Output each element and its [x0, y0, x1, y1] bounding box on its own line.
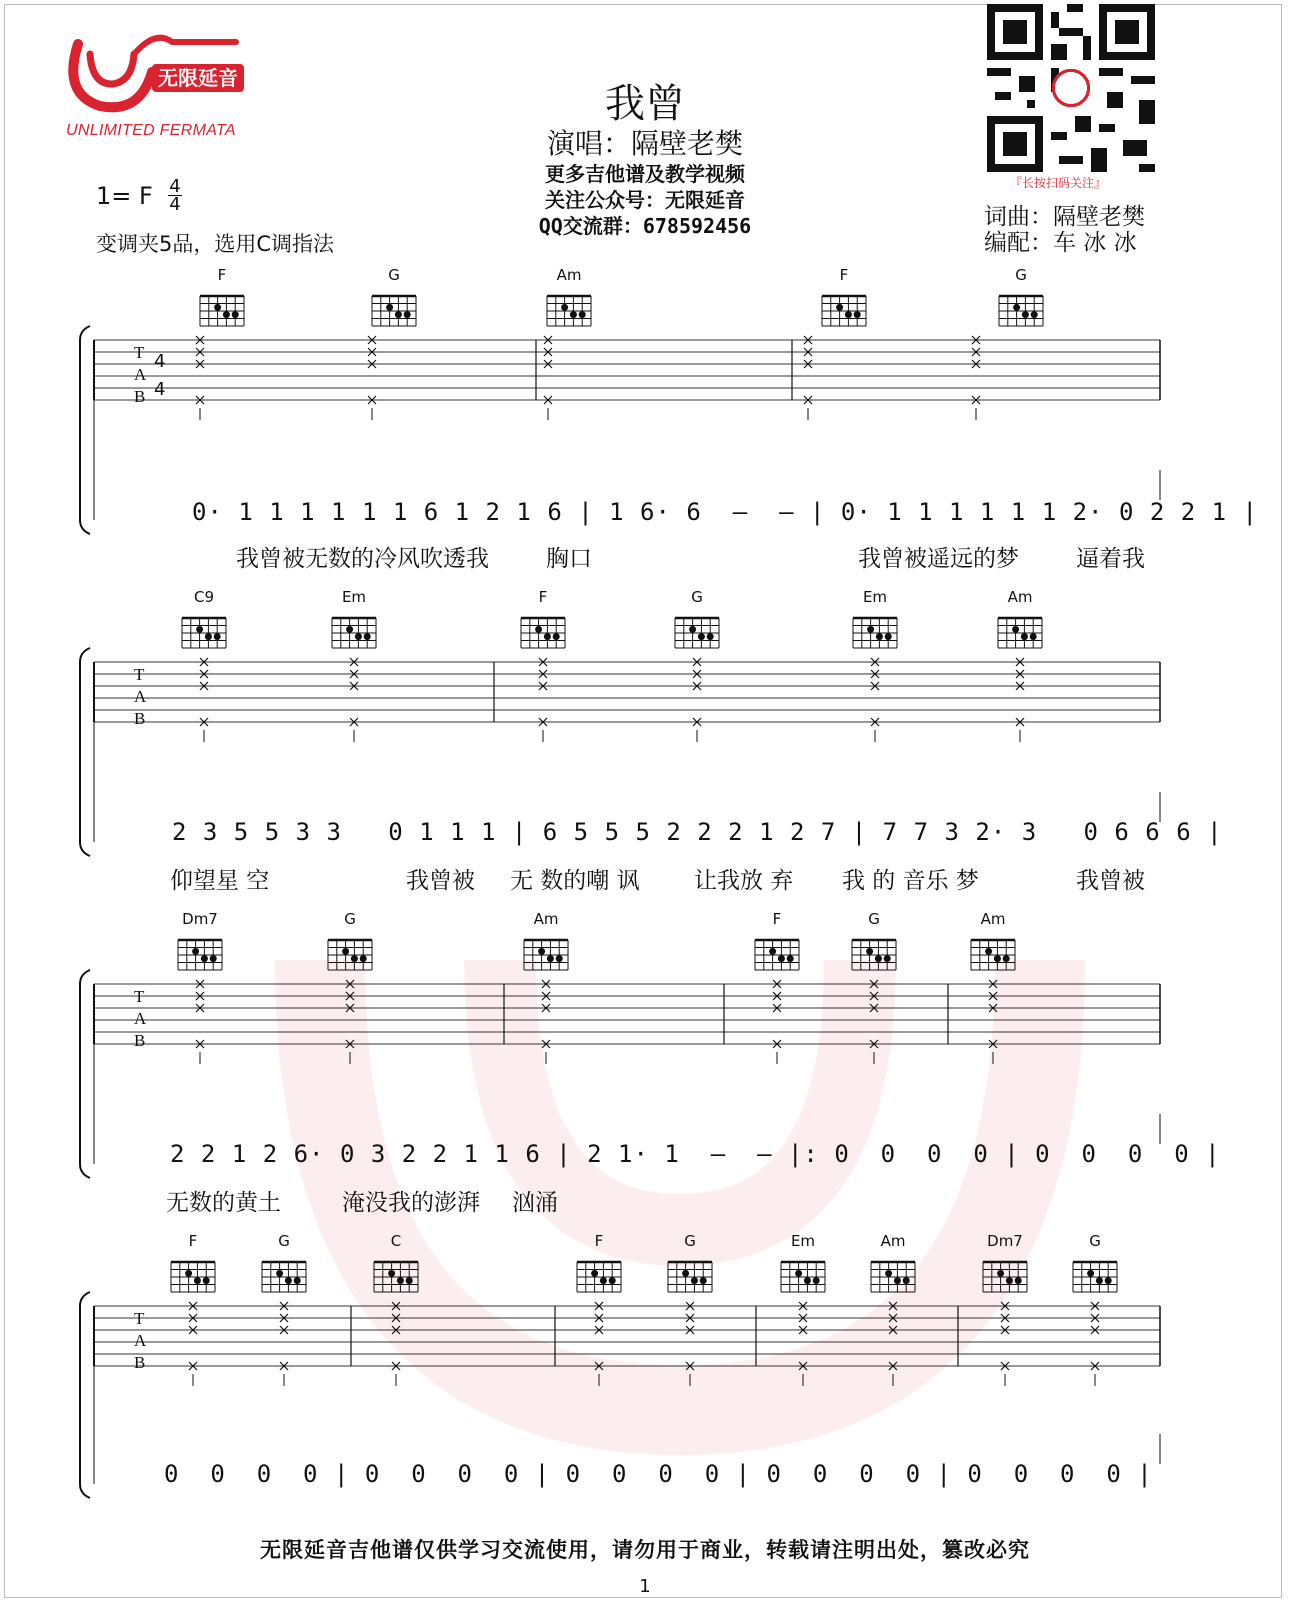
lyric-line: 胸口 — [546, 546, 592, 572]
system-bracket — [80, 1292, 90, 1498]
chord-diagram-dot — [579, 311, 586, 318]
lyric-line: 让我放 弃 — [694, 868, 794, 894]
lyric-line: 我曾被 — [406, 868, 475, 894]
lyric-line: 逼着我 — [1076, 546, 1145, 572]
jianpu-system-2: 2 3 5 5 3 3 0 1 1 1 | 6 5 5 5 2 2 2 1 2 7 | 7 7 3 2· 3 0 6 6 6 | — [172, 818, 1223, 846]
chord-diagram-dot — [698, 633, 705, 640]
chord-name: F — [772, 910, 782, 928]
chord-diagram-dot — [1105, 1277, 1112, 1284]
time-signature: 4 4 — [169, 176, 181, 215]
chord-name: Am — [880, 1232, 906, 1250]
chord-diagram-dot — [388, 1270, 395, 1277]
chord-name: Am — [556, 266, 582, 284]
chord-diagram-dot — [591, 1270, 598, 1277]
capo-instruction: 变调夹5品，选用C调指法 — [96, 232, 335, 256]
chord-diagram-dot — [903, 1277, 910, 1284]
chord-diagram-dot — [700, 1277, 707, 1284]
chord-diagram-dot — [364, 633, 371, 640]
chord-name: G — [684, 1232, 696, 1250]
chord-diagram-dot — [1003, 955, 1010, 962]
chord-diagram-dot — [1030, 633, 1037, 640]
chord-name: Am — [533, 910, 559, 928]
chord-diagram-dot — [351, 955, 358, 962]
chord-diagram-dot — [285, 1277, 292, 1284]
chord-diagram-dot — [1006, 1277, 1013, 1284]
chord-diagram-dot — [813, 1277, 820, 1284]
promo-line-3: QQ交流群：678592456 — [538, 214, 752, 238]
chord-diagram-dot — [223, 311, 230, 318]
chord-diagram-dot — [854, 311, 861, 318]
chord-name: Em — [862, 588, 888, 606]
chord-name: Dm7 — [987, 1232, 1023, 1250]
system-bracket — [80, 326, 90, 534]
chord-name: Am — [1007, 588, 1033, 606]
chord-name: F — [217, 266, 227, 284]
lyric-line: 无 数的嘲 讽 — [510, 868, 640, 894]
singer-line: 演唱：隔壁老樊 — [546, 127, 743, 160]
chord-name: Am — [980, 910, 1006, 928]
system-bracket — [80, 970, 90, 1178]
chord-diagram-dot — [1012, 626, 1019, 633]
chord-diagram-dot — [894, 1277, 901, 1284]
chord-diagram-dot — [985, 948, 992, 955]
chord-name: Em — [341, 588, 367, 606]
chord-diagram-dot — [185, 1270, 192, 1277]
chord-diagram-dot — [196, 626, 203, 633]
brand-name-en: UNLIMITED FERMATA — [66, 122, 236, 139]
chord-diagram-dot — [609, 1277, 616, 1284]
chord-diagram-dot — [214, 304, 221, 311]
chord-diagram-dot — [205, 633, 212, 640]
chord-diagram-dot — [210, 955, 217, 962]
jianpu-system-1: 0· 1 1 1 1 1 1 6 1 2 1 6 | 1 6· 6 — — | 0· 1 1 1 1 1 1 2· 0 2 2 1 | — [192, 498, 1258, 526]
chord-diagram-dot — [885, 633, 892, 640]
chord-diagram-dot — [395, 311, 402, 318]
chord-name: C9 — [193, 588, 215, 606]
tab-clef: T A B — [134, 343, 147, 406]
lyric-line: 我曾被无数的冷风吹透我 — [236, 546, 489, 572]
chord-diagram-dot — [885, 1270, 892, 1277]
chord-diagram-dot — [997, 1270, 1004, 1277]
promo-line-2: 关注公众号：无限延音 — [545, 188, 745, 212]
key-signature: 1= F — [96, 182, 153, 210]
chord-diagram-dot — [795, 1270, 802, 1277]
chord-diagram-dot — [203, 1277, 210, 1284]
chord-diagram-dot — [845, 311, 852, 318]
chord-name: F — [538, 588, 548, 606]
chord-diagram-dot — [294, 1277, 301, 1284]
arranger: 编配：车 冰 冰 — [984, 230, 1137, 256]
chord-diagram-dot — [1087, 1270, 1094, 1277]
chord-diagram-dot — [201, 955, 208, 962]
lyric-line: 仰望星 空 — [170, 868, 270, 894]
chord-diagram-dot — [1031, 311, 1038, 318]
chord-names-system-1 — [198, 266, 1198, 286]
chord-diagram-dot — [876, 633, 883, 640]
chord-diagram-dot — [867, 626, 874, 633]
tab-clef: T A B — [134, 987, 147, 1050]
chord-diagram-dot — [778, 955, 785, 962]
tab-time-signature: 4 4 — [154, 351, 166, 400]
lyric-line: 无数的黄土 — [166, 1190, 281, 1216]
chord-diagram-dot — [232, 311, 239, 318]
chord-diagram-dot — [535, 626, 542, 633]
chord-diagram-dot — [994, 955, 1001, 962]
chord-diagram-dot — [600, 1277, 607, 1284]
chord-diagram-dot — [1013, 304, 1020, 311]
chord-diagram-dot — [556, 955, 563, 962]
lyric-line: 我曾被遥远的梦 — [858, 546, 1019, 572]
chord-names-system-3 — [0, 910, 1290, 930]
chord-diagram-dot — [355, 633, 362, 640]
chord-name: Dm7 — [182, 910, 218, 928]
chord-name: G — [344, 910, 356, 928]
lyric-line: 汹涌 — [512, 1190, 558, 1216]
song-title: 我曾 — [605, 81, 685, 127]
chord-diagram-dot — [192, 948, 199, 955]
chord-name: G — [1015, 266, 1027, 284]
chord-diagram-dot — [342, 948, 349, 955]
tab-clef: T A B — [134, 1309, 147, 1372]
system-bracket — [80, 648, 90, 856]
lyric-line: 我 的 音乐 梦 — [842, 868, 979, 894]
chord-diagram-dot — [553, 633, 560, 640]
chord-name: F — [188, 1232, 198, 1250]
chord-name: G — [868, 910, 880, 928]
chord-diagram-dot — [561, 304, 568, 311]
chord-name: G — [691, 588, 703, 606]
chord-diagram-dot — [707, 633, 714, 640]
chord-name: F — [839, 266, 849, 284]
chord-name: G — [388, 266, 400, 284]
svg-text:无限延音: 无限延音 — [158, 66, 238, 90]
copyright-footer: 无限延音吉他谱仅供学习交流使用，请勿用于商业，转载请注明出处，篡改必究 — [260, 1538, 1030, 1562]
lyricist-composer: 词曲：隔壁老樊 — [984, 204, 1145, 230]
chord-diagram-dot — [787, 955, 794, 962]
chord-names-system-4 — [0, 1232, 1290, 1252]
chord-diagram-dot — [570, 311, 577, 318]
lyric-line: 我曾被 — [1076, 868, 1145, 894]
chord-name: G — [1089, 1232, 1101, 1250]
jianpu-system-3: 2 2 1 2 6· 0 3 2 2 1 1 6 | 2 1· 1 — — |: 0 0 0 0 | 0 0 0 0 | — [170, 1140, 1221, 1168]
chord-diagram-dot — [360, 955, 367, 962]
tab-clef: T A B — [134, 665, 147, 728]
jianpu-system-4: 0 0 0 0 | 0 0 0 0 | 0 0 0 0 | 0 0 0 0 | 0 0 0 0 | — [164, 1460, 1153, 1488]
chord-name: Em — [790, 1232, 816, 1250]
chord-diagram-dot — [397, 1277, 404, 1284]
page-number: 1 — [639, 1576, 651, 1597]
chord-diagram-dot — [276, 1270, 283, 1277]
chord-diagram-dot — [538, 948, 545, 955]
chord-diagram-dot — [386, 304, 393, 311]
chord-diagram-dot — [544, 633, 551, 640]
chord-diagram-dot — [875, 955, 882, 962]
chord-diagram-dot — [406, 1277, 413, 1284]
chord-diagram-dot — [769, 948, 776, 955]
chord-diagram-dot — [194, 1277, 201, 1284]
chord-diagram-dot — [346, 626, 353, 633]
chord-diagram-dot — [404, 311, 411, 318]
lyric-line: 淹没我的澎湃 — [342, 1190, 480, 1216]
chord-diagram-dot — [866, 948, 873, 955]
chord-diagram-dot — [547, 955, 554, 962]
chord-diagram-dot — [1015, 1277, 1022, 1284]
chord-diagram-dot — [836, 304, 843, 311]
chord-diagram-dot — [1022, 311, 1029, 318]
chord-diagram-dot — [1021, 633, 1028, 640]
promo-line-1: 更多吉他谱及教学视频 — [545, 162, 745, 186]
qr-label: 『长按扫码关注』 — [1010, 176, 1107, 190]
chord-diagram-dot — [691, 1277, 698, 1284]
chord-names-system-2 — [0, 588, 1290, 608]
chord-diagram-dot — [804, 1277, 811, 1284]
chord-diagram-dot — [884, 955, 891, 962]
chord-diagram-dot — [689, 626, 696, 633]
chord-name: G — [278, 1232, 290, 1250]
chord-name: C — [390, 1232, 402, 1250]
chord-diagram-dot — [1096, 1277, 1103, 1284]
chord-diagram-dot — [682, 1270, 689, 1277]
chord-diagram-dot — [214, 633, 221, 640]
chord-name: F — [594, 1232, 604, 1250]
